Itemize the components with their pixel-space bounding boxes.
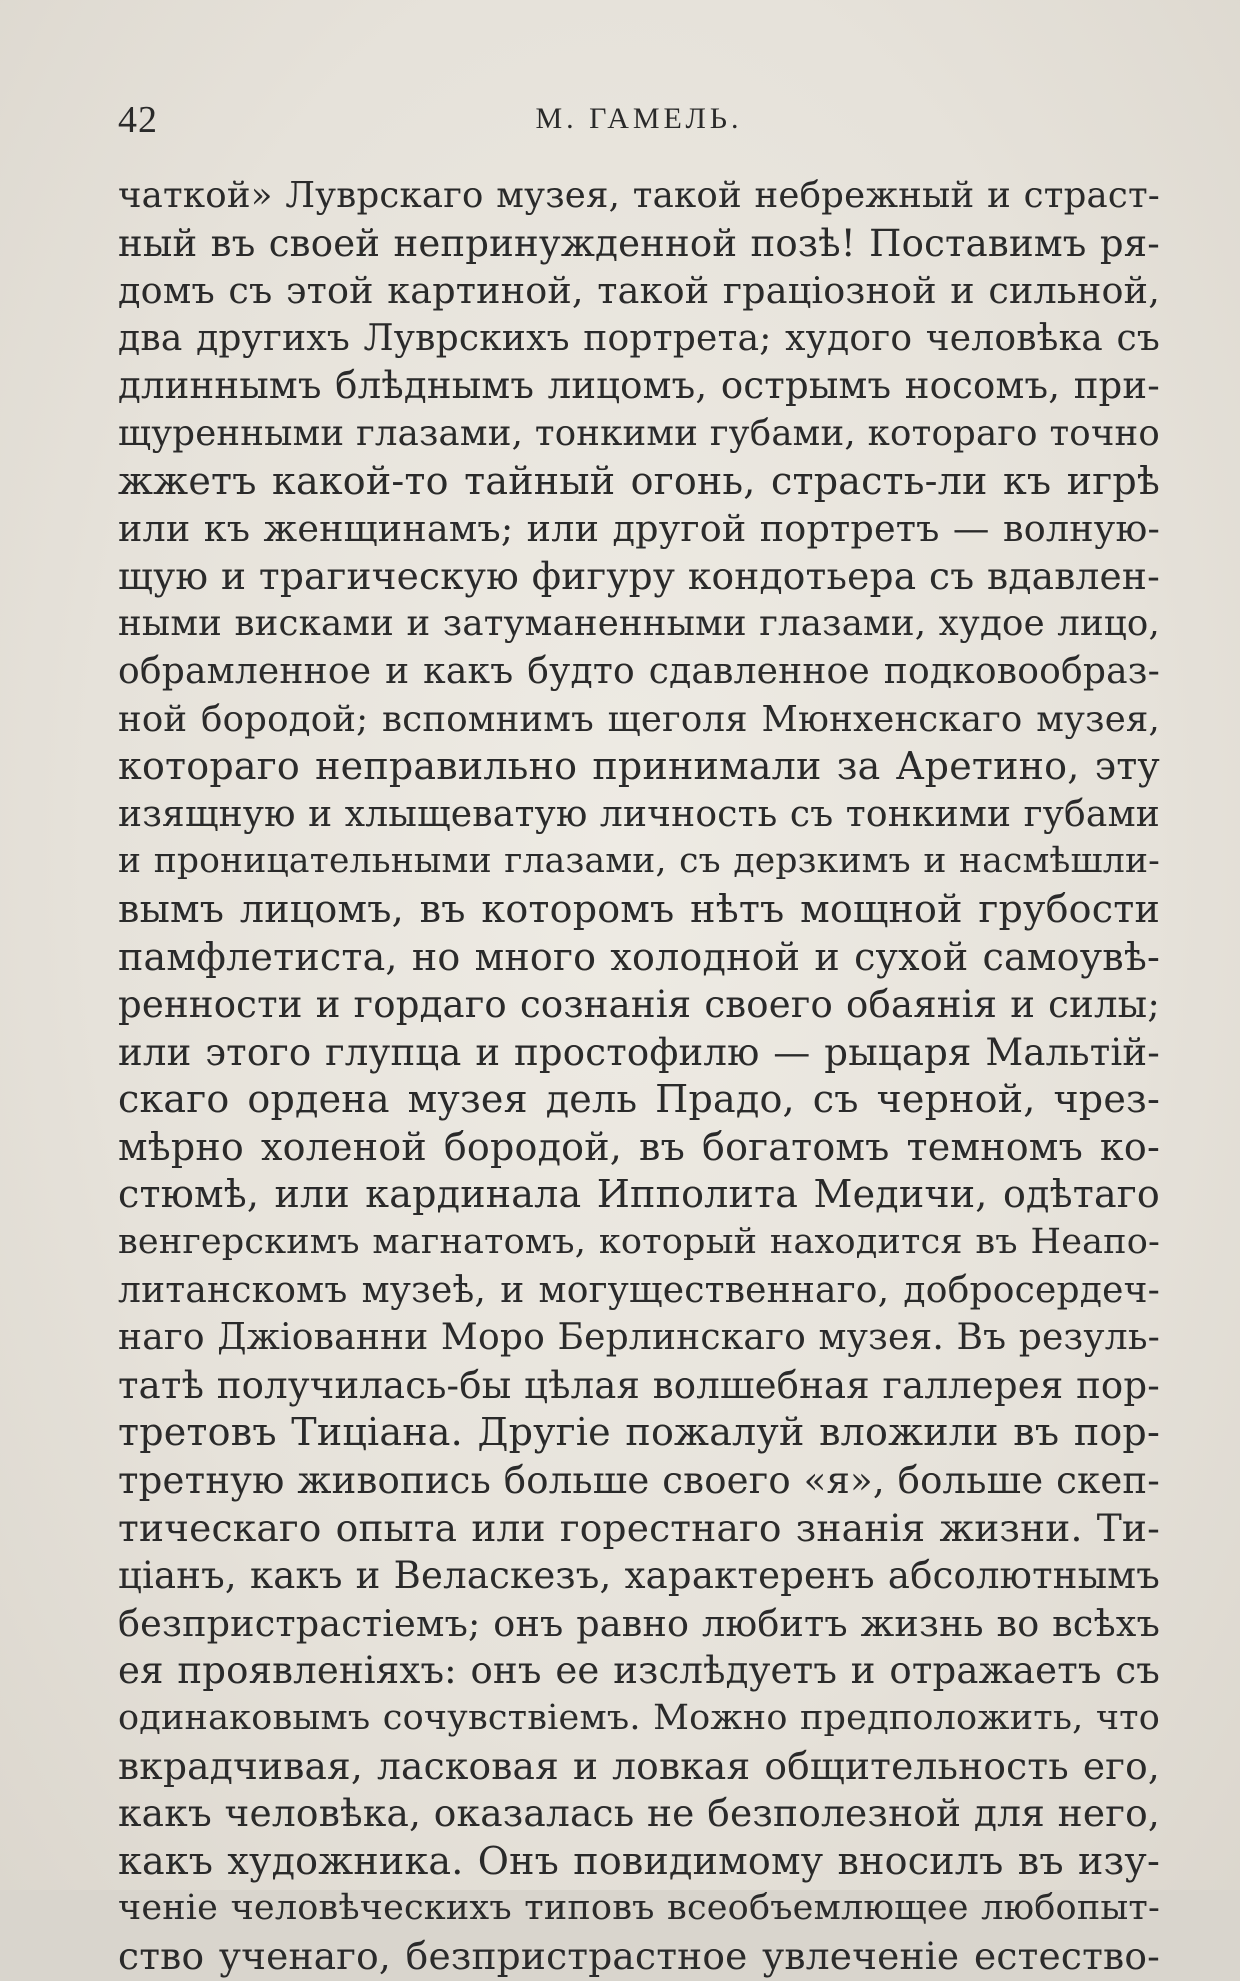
text-line: мѣрно холеной бородой, въ богатомъ темномъ ко-: [118, 1124, 1160, 1169]
text-line: ціанъ, какъ и Веласкезъ, характеренъ абсолютнымъ: [118, 1554, 1160, 1598]
text-line: ство ученаго, безпристрастное увлеченіе естество-: [118, 1933, 1160, 1978]
page-number: 42: [118, 99, 158, 141]
text-line: венгерскимъ магнатомъ, который находится въ Неапо-: [118, 1222, 1160, 1263]
text-line: ея проявленіяхъ: онъ ее изслѣдуетъ и отражаетъ съ: [118, 1649, 1160, 1693]
text-line: какъ человѣка, оказалась не безполезной для него,: [118, 1791, 1160, 1836]
text-line: татѣ получилась-бы цѣлая волшебная галлерея пор-: [118, 1363, 1160, 1407]
text-line: ной бородой; вспомнимъ щеголя Мюнхенскаго музея,: [118, 698, 1160, 740]
text-line: котораго неправильно принимали за Аретино, эту: [118, 744, 1160, 789]
text-line: вымъ лицомъ, въ которомъ нѣтъ мощной грубости: [118, 886, 1160, 931]
text-line: домъ съ этой картиной, такой граціозной и сильной,: [118, 269, 1160, 313]
text-line: вкрадчивая, ласковая и ловкая общительность его,: [118, 1743, 1160, 1788]
text-line: два другихъ Луврскихъ портрета; худого человѣка съ: [118, 317, 1160, 359]
text-line: щую и трагическую фигуру кондотьера съ вдавлен-: [118, 553, 1160, 598]
text-line: изящную и хлыщеватую личность съ тонкими губами: [118, 793, 1160, 835]
text-line: памфлетиста, но много холодной и сухой самоувѣ-: [118, 934, 1160, 979]
running-head: М. ГАМЕЛЬ.: [535, 102, 743, 135]
body-text: [118, 172, 1160, 1981]
text-line: ный въ своей непринужденной позѣ! Поставимъ ря-: [118, 221, 1160, 265]
text-line: или къ женщинамъ; или другой портретъ — волную-: [118, 507, 1160, 551]
text-line: или этого глупца и простофилю — рыцаря Мальтій-: [118, 1030, 1160, 1074]
text-line: третовъ Тиціана. Другіе пожалуй вложили въ пор-: [118, 1410, 1160, 1455]
text-line: ренности и гордаго сознанія своего обаянія и силы;: [118, 983, 1160, 1027]
text-line: скаго ордена музея дель Прадо, съ черной, чрез-: [118, 1077, 1160, 1122]
text-line: тическаго опыта или горестнаго знанія жизни. Ти-: [118, 1505, 1160, 1550]
text-line: ными висками и затуманенными глазами, худое лицо,: [118, 603, 1160, 645]
text-line: обрамленное и какъ будто сдавленное подковообраз-: [118, 650, 1160, 692]
text-line: одинаковымъ сочувствіемъ. Можно предположить, что: [118, 1698, 1160, 1738]
text-line: литанскомъ музеѣ, и могущественнаго, добросердеч-: [118, 1269, 1160, 1311]
page-header: [118, 98, 1160, 141]
text-line: ченіе человѣческихъ типовъ всеобъемлющее любопыт-: [118, 1888, 1160, 1929]
text-line: жжетъ какой-то тайный огонь, страсть-ли къ игрѣ: [118, 458, 1160, 503]
text-line: наго Джіованни Моро Берлинскаго музея. Въ резуль-: [118, 1317, 1160, 1359]
text-line: безпристрастіемъ; онъ равно любитъ жизнь во всѣхъ: [118, 1601, 1160, 1645]
text-line: щуренными глазами, тонкими губами, котораго точно: [118, 412, 1160, 454]
text-line: стюмѣ, или кардинала Ипполита Медичи, одѣтаго: [118, 1172, 1160, 1217]
text-line: какъ художника. Онъ повидимому вносилъ въ изу-: [118, 1838, 1160, 1883]
text-line: чаткой» Луврскаго музея, такой небрежный и страст-: [118, 175, 1160, 216]
text-line: и проницательными глазами, съ дерзкимъ и насмѣшли-: [118, 841, 1160, 882]
text-line: длиннымъ блѣднымъ лицомъ, острымъ носомъ, при-: [118, 364, 1160, 408]
text-line: третную живопись больше своего «я», больше скеп-: [118, 1459, 1160, 1503]
